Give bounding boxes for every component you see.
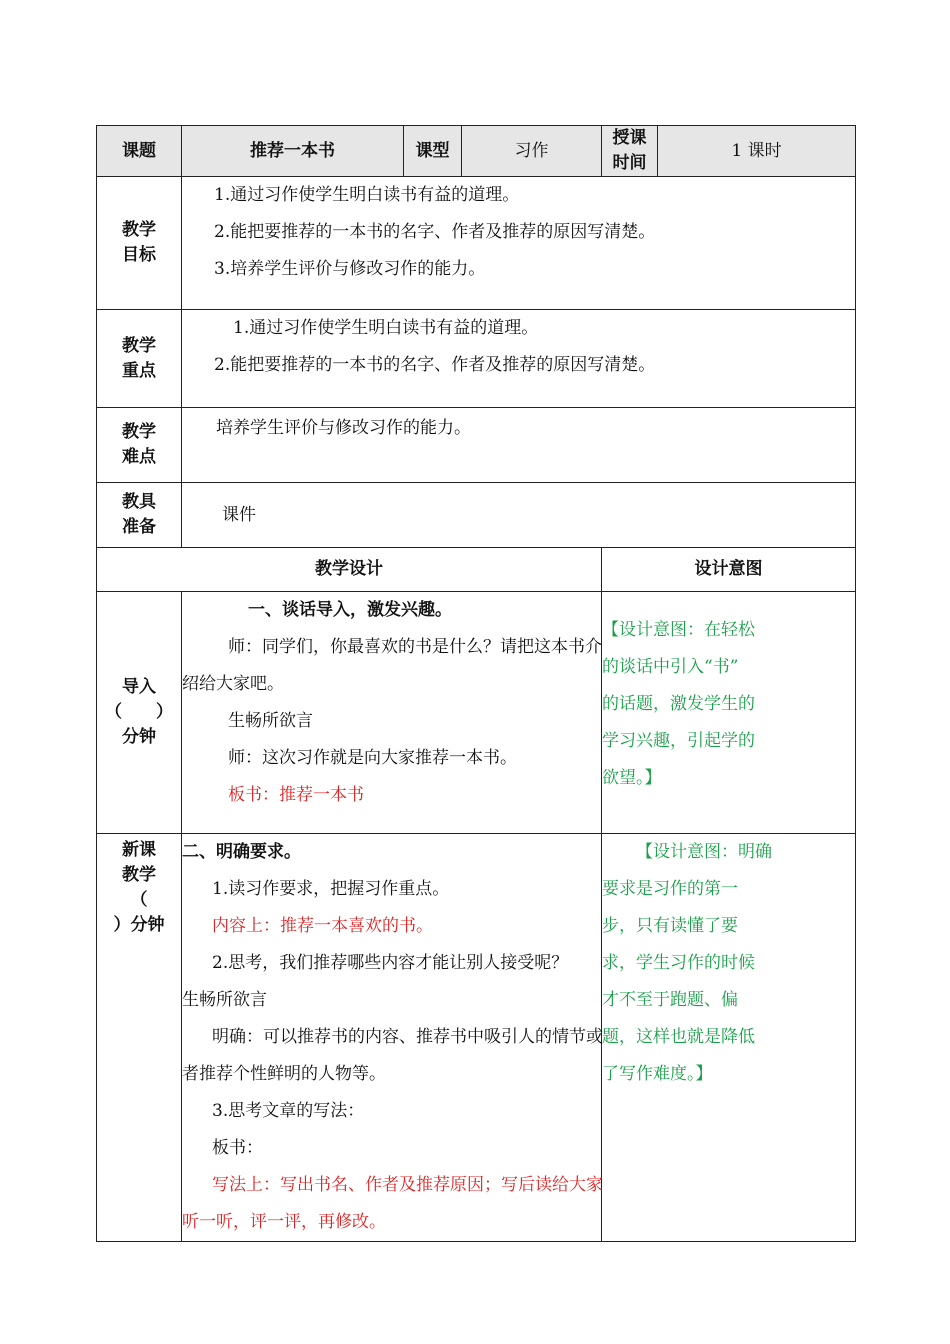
difficulty-text: 培养学生评价与修改习作的能力。 [216, 418, 471, 438]
goal-item: 3.培养学生评价与修改习作的能力。 [214, 259, 486, 279]
tools-label: 教具 准备 [97, 483, 182, 548]
intent-line: 【设计意图：明确 [636, 842, 772, 862]
keypoint-item: 2.能把要推荐的一本书的名字、作者及推荐的原因写清楚。 [214, 355, 656, 375]
topic-value: 推荐一本书 [182, 126, 404, 177]
goals-row [97, 177, 856, 310]
intro-intent [602, 592, 856, 834]
intro-line: 生畅所欲言 [228, 711, 313, 731]
newlesson-line: 明确：可以推荐书的内容、推荐书中吸引人的情节或 [212, 1027, 603, 1047]
intent-line: 【设计意图：在轻松 [602, 620, 755, 640]
difficulty-content [182, 408, 856, 483]
intro-content [182, 592, 602, 834]
intro-heading: 一、谈话导入，激发兴趣。 [248, 600, 452, 620]
newlesson-line: 听一听，评一评，再修改。 [182, 1212, 386, 1232]
intro-line: 师：这次习作就是向大家推荐一本书。 [228, 748, 517, 768]
intent-line: 才不至于跑题、偏 [602, 990, 738, 1010]
goals-label: 教学 目标 [97, 177, 182, 310]
keypoint-item: 1.通过习作使学生明白读书有益的道理。 [233, 318, 539, 338]
type-label: 课型 [404, 126, 462, 177]
intent-line: 求，学生习作的时候 [602, 953, 755, 973]
keypoints-row [97, 310, 856, 408]
newlesson-label: 新课 教学 （ ）分钟 [97, 834, 182, 1242]
time-label: 授课 时间 [602, 126, 658, 177]
design-header-left: 教学设计 [97, 548, 602, 592]
type-value: 习作 [462, 126, 602, 177]
difficulty-label: 教学 难点 [97, 408, 182, 483]
newlesson-line: 者推荐个性鲜明的人物等。 [182, 1064, 386, 1084]
newlesson-line: 3.思考文章的写法： [212, 1101, 365, 1121]
newlesson-content [182, 834, 602, 1242]
newlesson-row [97, 834, 856, 1242]
header-row [97, 126, 856, 177]
intent-line: 学习兴趣，引起学的 [602, 731, 755, 751]
keypoints-content [182, 310, 856, 408]
tools-text: 课件 [222, 504, 256, 525]
time-value: 1 课时 [658, 126, 856, 177]
newlesson-line: 写法上：写出书名、作者及推荐原因；写后读给大家 [212, 1175, 603, 1195]
topic-label: 课题 [97, 126, 182, 177]
intro-board: 板书：推荐一本书 [228, 785, 364, 805]
intro-label: 导入 （ ） 分钟 [97, 592, 182, 834]
intent-line: 的谈话中引入“书” [602, 657, 739, 677]
newlesson-line: 内容上：推荐一本喜欢的书。 [212, 916, 433, 936]
keypoints-label: 教学 重点 [97, 310, 182, 408]
intro-line: 师：同学们，你最喜欢的书是什么？请把这本书介 [228, 637, 602, 657]
newlesson-intent [602, 834, 856, 1242]
tools-row [97, 483, 856, 548]
lesson-plan-table [96, 125, 856, 1242]
difficulty-row [97, 408, 856, 483]
intent-line: 题，这样也就是降低 [602, 1027, 755, 1047]
newlesson-line: 生畅所欲言 [182, 990, 267, 1010]
intro-row [97, 592, 856, 834]
goal-item: 1.通过习作使学生明白读书有益的道理。 [214, 185, 520, 205]
intent-line: 了写作难度。】 [602, 1064, 713, 1084]
newlesson-heading: 二、明确要求。 [182, 842, 301, 862]
design-header-row [97, 548, 856, 592]
goal-item: 2.能把要推荐的一本书的名字、作者及推荐的原因写清楚。 [214, 222, 656, 242]
intent-line: 步，只有读懂了要 [602, 916, 738, 936]
design-header-right: 设计意图 [602, 548, 856, 592]
newlesson-line: 2.思考，我们推荐哪些内容才能让别人接受呢？ [212, 953, 569, 973]
newlesson-line: 板书： [212, 1138, 263, 1158]
newlesson-line: 1.读习作要求，把握习作重点。 [212, 879, 450, 899]
intent-line: 欲望。】 [602, 768, 662, 788]
intent-line: 要求是习作的第一 [602, 879, 738, 899]
goals-content [182, 177, 856, 310]
intro-line: 绍给大家吧。 [182, 674, 284, 694]
intent-line: 的话题，激发学生的 [602, 694, 755, 714]
tools-content [182, 483, 856, 548]
